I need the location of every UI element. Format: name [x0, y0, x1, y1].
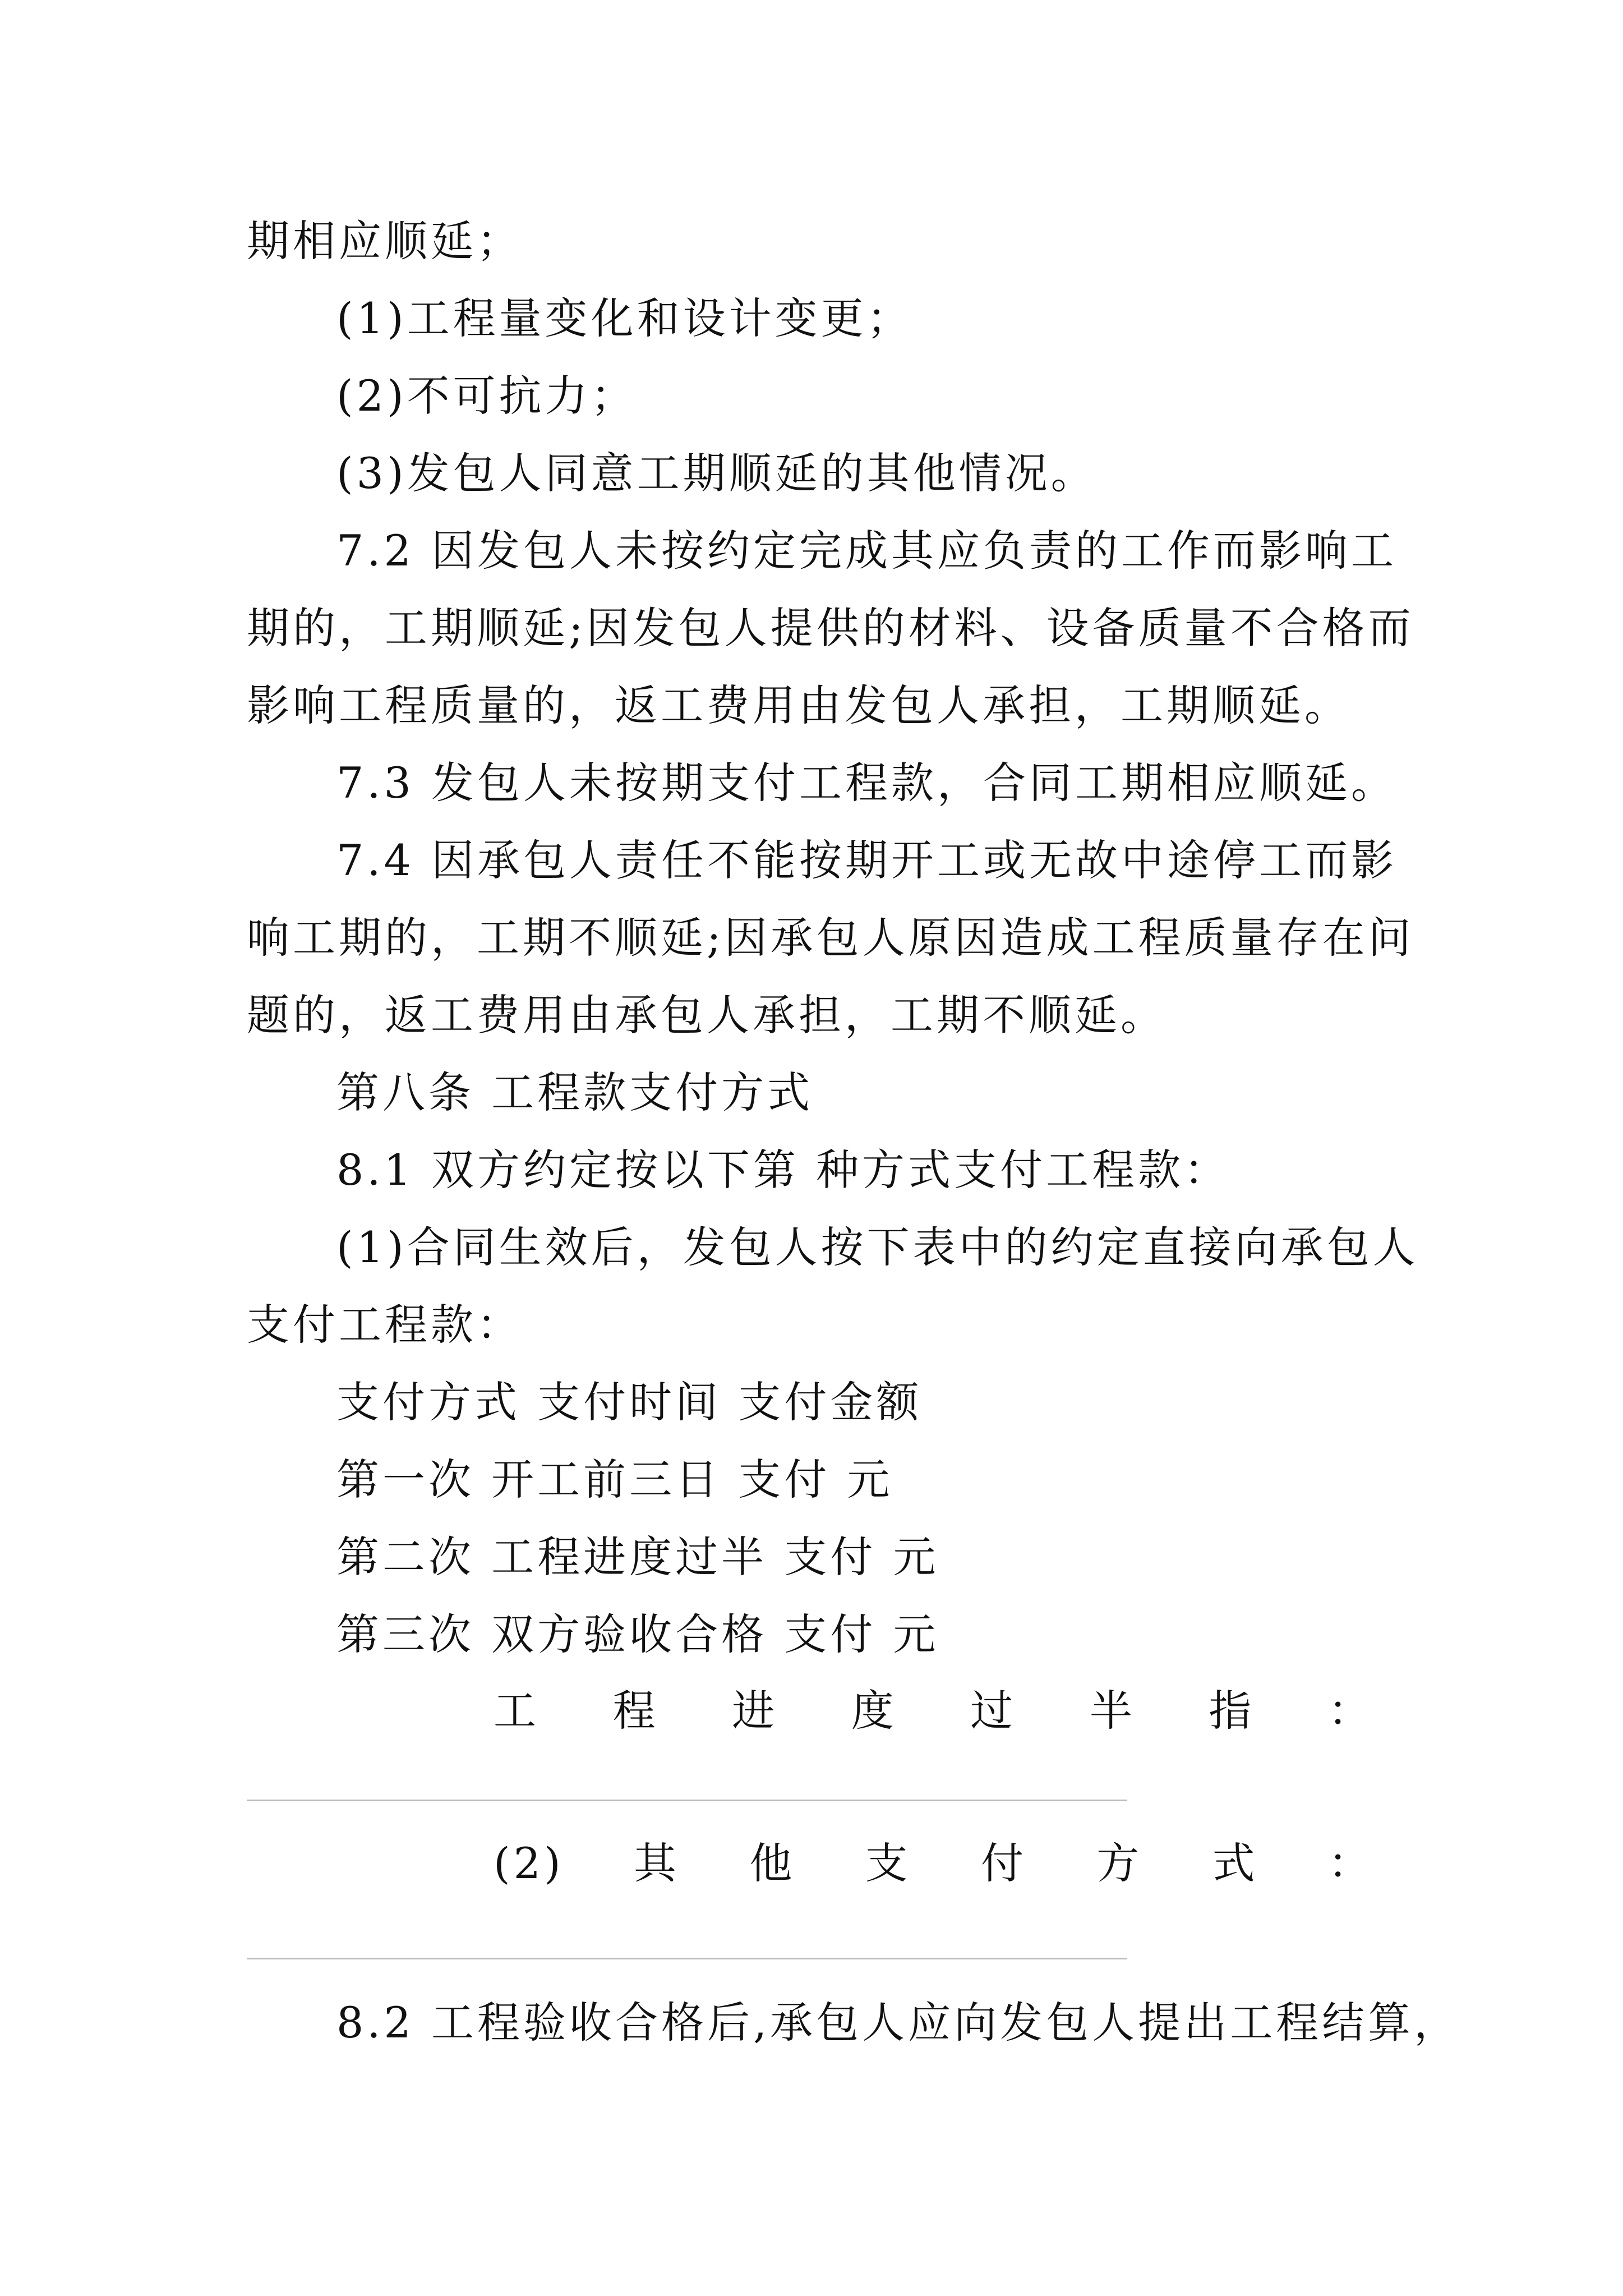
spread-char: ： [1327, 1838, 1374, 1888]
section-heading: 第八条 工程款支付方式 [336, 1068, 814, 1117]
text-line: 题的，返工费用由承包人承担，工期不顺延。 [247, 990, 1166, 1040]
spread-char: ： [1327, 1686, 1374, 1736]
text-line: (1)合同生效后，发包人按下表中的约定直接向承包人 [336, 1222, 1419, 1272]
text-line: (2)不可抗力； [336, 371, 637, 421]
text-line: 8.2 工程验收合格后,承包人应向发包人提出工程结算， [336, 1998, 1460, 2047]
spread-char: 半 [1089, 1686, 1136, 1736]
text-line: 7.2 因发包人未按约定完成其应负责的工作而影响工 [336, 526, 1398, 576]
payment-row: 第三次 双方验收合格 支付 元 [336, 1609, 939, 1659]
spread-char: 式 [1212, 1838, 1258, 1888]
text-line: 响工期的，工期不顺延;因承包人原因造成工程质量存在问 [247, 913, 1414, 963]
fill-in-blank-line [247, 1958, 1127, 1959]
text-line: (3)发包人同意工期顺延的其他情况。 [336, 448, 1097, 498]
payment-row: 第一次 开工前三日 支付 元 [336, 1455, 893, 1504]
text-line: 期的，工期顺延;因发包人提供的材料、设备质量不合格而 [247, 603, 1414, 653]
spread-char: 支 [865, 1838, 911, 1888]
spread-char: 过 [970, 1686, 1017, 1736]
fill-in-blank-line [247, 1800, 1127, 1801]
spread-char: 方 [1096, 1838, 1143, 1888]
text-line: 8.1 双方约定按以下第 种方式支付工程款： [336, 1145, 1230, 1195]
spread-char: 度 [851, 1686, 897, 1736]
payment-row: 第二次 工程进度过半 支付 元 [336, 1532, 939, 1582]
spread-char: 进 [732, 1686, 778, 1736]
text-line: 期相应顺延； [247, 216, 523, 266]
text-line: 7.4 因承包人责任不能按期开工或无故中途停工而影 [336, 835, 1398, 885]
progress-definition-line [494, 1683, 1374, 1739]
payment-table-header: 支付方式 支付时间 支付金额 [336, 1377, 923, 1427]
text-line: 7.3 发包人未按期支付工程款，合同工期相应顺延。 [336, 758, 1398, 808]
spread-char: 付 [980, 1838, 1027, 1888]
spread-char: 其 [633, 1838, 680, 1888]
spread-char: 程 [612, 1686, 659, 1736]
other-payment-line [494, 1835, 1374, 1892]
spread-char: 工 [494, 1686, 540, 1736]
text-line: 影响工程质量的，返工费用由发包人承担，工期顺延。 [247, 680, 1350, 730]
text-line: (1)工程量变化和设计变更； [336, 293, 913, 343]
spread-char: 他 [749, 1838, 796, 1888]
spread-char: (2) [494, 1838, 564, 1888]
spread-char: 指 [1209, 1686, 1255, 1736]
text-line: 支付工程款： [247, 1300, 523, 1350]
